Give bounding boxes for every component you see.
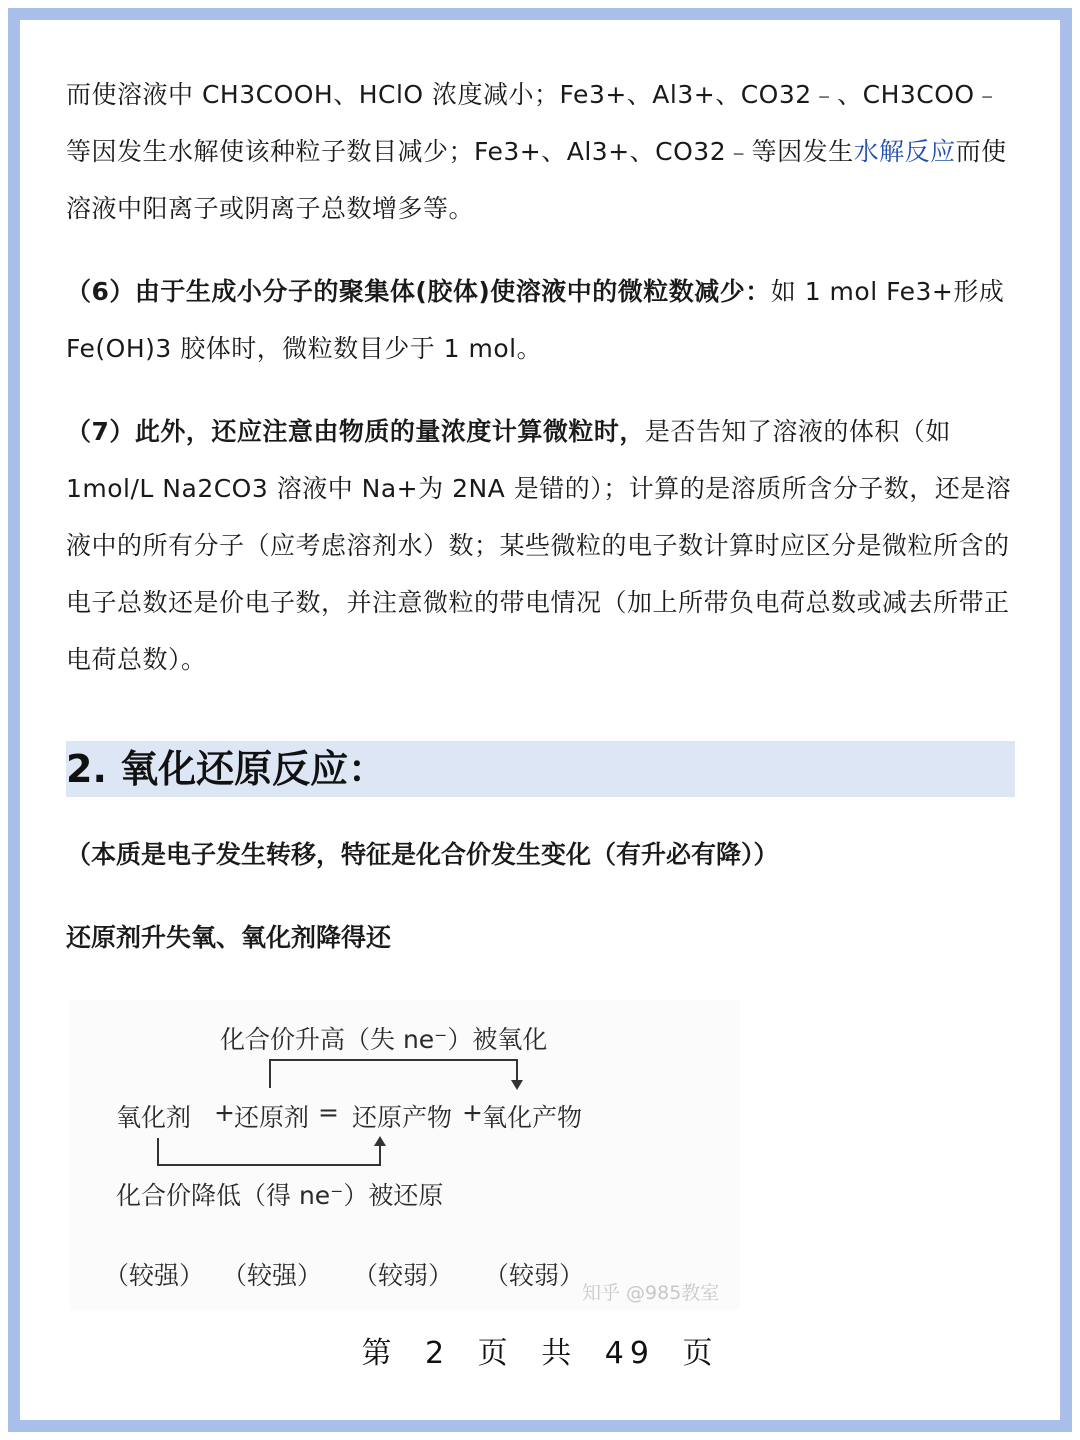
- strength-oxidant: （较强）: [104, 1261, 205, 1290]
- equation-equals: =: [318, 1098, 339, 1127]
- paragraph-item-7: [66, 403, 1016, 688]
- diagram-top-label: 化合价升高（失 ne⁻）被氧化: [220, 1025, 548, 1054]
- section-heading: 2. 氧化还原反应：: [66, 747, 387, 791]
- reduction-arrow-line: [158, 1138, 380, 1165]
- equation-plus-1: +: [214, 1098, 235, 1127]
- footer-prefix: 第: [361, 1336, 398, 1371]
- oxidation-arrowhead: [511, 1080, 523, 1090]
- paragraph-hydrolysis-text-1: 而使溶液中 CH3COOH、HClO 浓度减小；Fe3+、Al3+、CO32﹣、CH3COO﹣等因发生水解使该种粒子数目减少；Fe3+、Al3+、CO32﹣等因发生: [66, 80, 1001, 166]
- watermark: 知乎 @985教室: [582, 1282, 720, 1304]
- footer-total-word: 共: [541, 1336, 578, 1371]
- document-body: [66, 66, 1016, 688]
- strength-oxidation-product: （较弱）: [484, 1261, 585, 1290]
- footer-total-pages: 49: [604, 1336, 655, 1371]
- equation-oxidant: 氧化剂: [116, 1103, 192, 1132]
- paragraph-hydrolysis-text-2: 而使溶液中阳离子或阴离子总数增多等。: [66, 137, 1007, 223]
- page-footer: [0, 1328, 1080, 1372]
- equation-oxidation-product: 氧化产物: [482, 1103, 583, 1132]
- section-mnemonic: 还原剂升失氧、氧化剂降得还: [66, 923, 392, 952]
- footer-page-number: 2: [425, 1336, 451, 1371]
- footer-suffix: 页: [682, 1336, 719, 1371]
- item-6-heading: （6）由于生成小分子的聚集体(胶体)使溶液中的微粒数减少：: [66, 277, 771, 306]
- footer-page-word: 页: [477, 1336, 514, 1371]
- oxidation-arrow-line: [270, 1060, 517, 1088]
- diagram-bottom-label: 化合价降低（得 ne⁻）被还原: [116, 1181, 444, 1210]
- strength-reduction-product: （较弱）: [353, 1261, 454, 1290]
- equation-reduction-product: 还原产物: [352, 1103, 453, 1132]
- equation-reductant: 还原剂: [234, 1103, 310, 1132]
- item-6-text: 如 1 mol Fe3+形成 Fe(OH)3 胶体时，微粒数目少于 1 mol。: [66, 277, 1005, 363]
- hydrolysis-reaction-link[interactable]: 水解反应: [853, 137, 956, 166]
- paragraph-hydrolysis: [66, 66, 1016, 237]
- reduction-arrowhead: [374, 1136, 386, 1146]
- paragraph-item-6: [66, 263, 1016, 377]
- strength-reductant: （较强）: [222, 1261, 323, 1290]
- section-essence: （本质是电子发生转移，特征是化合价发生变化（有升必有降））: [66, 840, 779, 869]
- redox-diagram: [70, 1000, 740, 1310]
- item-7-heading: （7）此外，还应注意由物质的量浓度计算微粒时，: [66, 417, 645, 446]
- equation-plus-2: +: [462, 1098, 483, 1127]
- item-7-text: 是否告知了溶液的体积（如 1mol/L Na2CO3 溶液中 Na+为 2NA 是错的）；计算的是溶质所含分子数，还是溶液中的所有分子（应考虑溶剂水）数；某些微粒的电子数计算时应区分是微粒所含的电子总数还是价电子数，并注意微粒的带电情况（加上所带负电荷总数或减去所带正电荷总数）。: [66, 417, 1012, 674]
